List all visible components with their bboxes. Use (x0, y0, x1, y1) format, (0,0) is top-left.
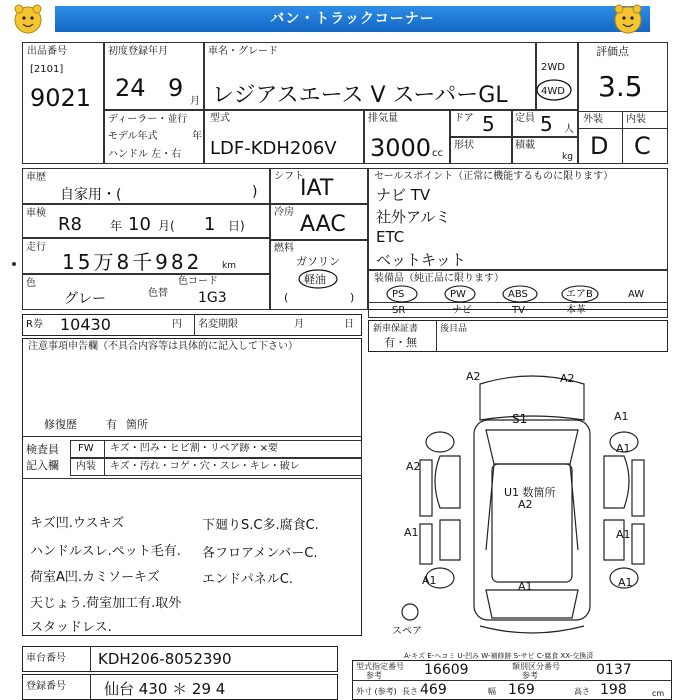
displacement-unit: cc (432, 148, 443, 159)
remark-left-4: 天じょう.荷室加工有.取外 (30, 596, 182, 611)
equip-abs: ABS (508, 289, 528, 300)
registration-label: 登録番号 (26, 681, 66, 692)
color-code-value: 1G3 (198, 290, 227, 306)
banner-title: バン・トラックコーナー (55, 6, 650, 32)
repair-label: 修復歴 (44, 418, 77, 431)
remark-right-2: 各フロアメンバーC. (202, 546, 318, 561)
spec-class-ref: 参考 (522, 671, 538, 680)
score-divider (578, 111, 668, 112)
fuel-diesel: 軽油 (304, 273, 326, 286)
remark-left-5: スタッドレス. (30, 620, 112, 635)
equip-navi: ナビ (452, 305, 472, 316)
mascot-left-icon (12, 2, 44, 36)
load-label: 積載 (515, 140, 535, 151)
usage-label: 車歴 (26, 172, 46, 183)
chassis-label: 車台番号 (26, 653, 66, 664)
spec-class-label: 類別区分番号 (512, 662, 560, 671)
score-divider-2 (578, 128, 668, 129)
diag-mark-5: A1 (616, 442, 631, 455)
diag-mark-8: A2 (518, 498, 533, 511)
score-vdivider (622, 111, 623, 164)
spec-model-label: 型式指定番号 (356, 662, 404, 671)
sales-point-3: ETC (376, 228, 405, 246)
car-diagram (400, 360, 670, 650)
diag-mark-3: S1 (512, 412, 528, 426)
mileage-unit: km (222, 261, 236, 271)
equip-tv: TV (512, 305, 525, 316)
spec-height-label: 高さ (574, 687, 590, 696)
inspection-label: 車検 (26, 208, 46, 219)
diag-mark-4: A1 (614, 410, 629, 423)
equip-sr: SR (392, 305, 406, 316)
spec-width-value: 169 (508, 682, 535, 698)
score-value: 3.5 (598, 70, 643, 103)
warranty-vdivider (436, 320, 437, 352)
color-label: 色 (26, 278, 36, 289)
registration-vdivider (90, 674, 91, 700)
capacity-value: 5 (540, 112, 553, 136)
sales-point-1: ナビ TV (376, 186, 431, 204)
fuel-diesel-circle-icon (296, 268, 340, 290)
inspection-month: 10 (128, 214, 151, 235)
chassis-value: KDH206-8052390 (98, 650, 232, 668)
spec-height-value: 198 (600, 682, 627, 698)
remark-right-3: エンドパネルC. (202, 572, 293, 587)
spec-length-value: 469 (420, 682, 447, 698)
name-change-month: 月 (294, 319, 304, 330)
recycle-vdivider (194, 314, 195, 336)
usage-value: 自家用・( (60, 187, 122, 203)
remark-left-2: ハンドルスレ.ペット毛有. (30, 544, 181, 559)
equip-aw: AW (628, 289, 645, 300)
header-banner (0, 0, 700, 38)
recycle-value: 10430 (60, 315, 111, 334)
equip-airbag: エアB (566, 289, 593, 300)
inspector-label-2: 記入欄 (26, 459, 59, 472)
mileage-label: 走行 (26, 242, 46, 253)
shape-label: 形状 (454, 140, 474, 151)
recycle-label: R券 (26, 319, 43, 330)
diag-mark-7: U1 数箇所 (504, 486, 556, 499)
diag-mark-10: A1 (616, 528, 631, 541)
left-margin-dot (12, 262, 16, 266)
score-ext-value: D (590, 132, 609, 160)
inspector-fw-label: FW (78, 443, 94, 454)
first-reg-month-unit: 月 (190, 96, 200, 107)
car-name-label: 車名・グレード (208, 46, 278, 57)
displacement-label: 排気量 (368, 113, 398, 124)
remark-left-1: キズ凹.ウスキズ (30, 516, 125, 531)
equip-ps: PS (392, 289, 405, 300)
sales-point-2: 社外アルミ (376, 208, 451, 226)
remark-left-3: 荷室A凹.カミソーキズ (30, 570, 160, 585)
spec-class-value: 0137 (596, 662, 632, 678)
rear-seat-label: 後目品 (440, 324, 468, 334)
diag-mark-1: A2 (466, 370, 481, 383)
spec-width-label: 幅 (488, 687, 496, 696)
first-reg-month: 9 (168, 74, 184, 102)
mileage-value: 15万8千982 (62, 250, 203, 274)
inspection-month-unit: 月( (158, 219, 175, 233)
color-cell (22, 274, 270, 310)
equip-leather: 本革 (566, 305, 586, 316)
lot-code: [2101] (30, 64, 64, 75)
dealer-label: ディーラー・並行 (108, 114, 188, 125)
drive-4wd-label: 4WD (541, 86, 565, 97)
repair-underline (22, 436, 362, 437)
score-label: 評価点 (596, 45, 629, 58)
inspector-vdivider (104, 440, 105, 476)
usage-close: ) (252, 184, 258, 200)
first-reg-label: 初度登録年月 (108, 46, 168, 57)
diag-mark-2: A2 (560, 372, 575, 385)
doors-label: ドア (454, 113, 474, 124)
equip-pw: PW (450, 289, 466, 300)
inspection-day: 1 (204, 214, 216, 235)
aircon-label: 冷房 (274, 207, 294, 218)
car-name-value: レジアスエース V スーパーGL (212, 83, 508, 108)
spec-dims-label: 外寸 (参考) (356, 687, 397, 696)
warranty-label: 新車保証書 (373, 324, 419, 334)
name-change-day: 日 (344, 319, 354, 330)
score-int-value: C (634, 132, 651, 160)
drive-2wd-label: 2WD (541, 62, 565, 73)
fuel-paren-close: ) (350, 291, 355, 304)
diag-mark-9: A1 (404, 526, 419, 539)
equipment-label: 装備品（純正品に限ります） (374, 273, 504, 284)
capacity-label: 定員 (515, 113, 535, 124)
mascot-right-icon (612, 2, 644, 36)
sales-point-4: ベットキット (376, 251, 466, 269)
diag-mark-6: A2 (406, 460, 421, 473)
handle-label: ハンドル 左・右 (108, 149, 182, 160)
model-year-unit: 年 (192, 131, 202, 142)
registration-value: 仙台 430 ＊ 29 4 (104, 680, 226, 698)
notes-label: 注意事項申告欄（不具合内容等は具体的に記入して下さい） (28, 341, 298, 352)
chassis-vdivider (90, 646, 91, 672)
inspection-era: R8 (58, 214, 82, 235)
diag-spare-label: スペア (392, 626, 422, 637)
fuel-paren-open: ( (284, 291, 289, 304)
damage-legend: A-キズ E-ヘコミ U-凹み W-補修跡 S-サビ C-腐食 XX-交換済 (404, 652, 594, 660)
inspector-int-items: キズ・汚れ・コゲ・穴・スレ・キレ・破レ (110, 461, 300, 472)
inspection-year-unit: 年 (110, 219, 123, 233)
sales-points-label: セールスポイント（正常に機能するものに限ります） (374, 171, 614, 182)
displacement-value: 3000 (370, 134, 432, 162)
color-value: グレー (64, 291, 106, 307)
fuel-gas: ガソリン (296, 255, 340, 268)
model-year-label: モデル年式 (108, 131, 158, 142)
remark-right-1: 下廻りS.C多.腐食C. (202, 518, 319, 533)
shift-value: IAT (300, 176, 334, 201)
inspection-day-unit: 日) (228, 219, 245, 233)
spec-model-value: 16609 (424, 662, 469, 678)
repair-value: 有 (106, 418, 117, 431)
shift-label: シフト (274, 171, 304, 182)
diag-mark-12: A1 (518, 580, 533, 593)
equipment-circles-icon (380, 284, 610, 304)
warranty-value: 有・無 (384, 336, 417, 349)
lot-label: 出品番号 (27, 46, 67, 57)
capacity-unit: 人 (564, 124, 574, 135)
spec-unit: cm (652, 689, 665, 698)
diag-mark-13: A1 (618, 576, 633, 589)
inspector-bottom-line (22, 478, 362, 479)
recycle-unit: 円 (172, 319, 182, 330)
color-code-label: 色コード (178, 276, 218, 287)
score-int-label: 内装 (626, 114, 646, 125)
spec-divider (352, 680, 672, 681)
score-ext-label: 外装 (583, 114, 603, 125)
diag-mark-11: A1 (422, 574, 437, 587)
model-value: LDF-KDH206V (210, 138, 337, 159)
spec-model-ref: 参考 (366, 671, 382, 680)
color-swap-label: 色替 (148, 288, 168, 299)
inspector-fw-items: キズ・凹み・ヒビ割・リペア跡・×要 (110, 443, 278, 454)
doors-value: 5 (482, 112, 495, 136)
inspector-int-label: 内装 (76, 461, 96, 472)
load-unit: kg (562, 152, 573, 162)
spec-length-label: 長さ (402, 687, 418, 696)
first-reg-year: 24 (115, 74, 146, 102)
fuel-label: 燃料 (274, 243, 294, 254)
aircon-value: AAC (300, 212, 346, 237)
lot-number: 9021 (30, 84, 92, 112)
inspector-label-1: 検査員 (26, 443, 59, 456)
drive-4wd-circle-icon (534, 78, 574, 102)
repair-place: 箇所 (126, 418, 148, 431)
model-label: 型式 (210, 113, 230, 124)
name-change-label: 名変期限 (198, 319, 238, 330)
